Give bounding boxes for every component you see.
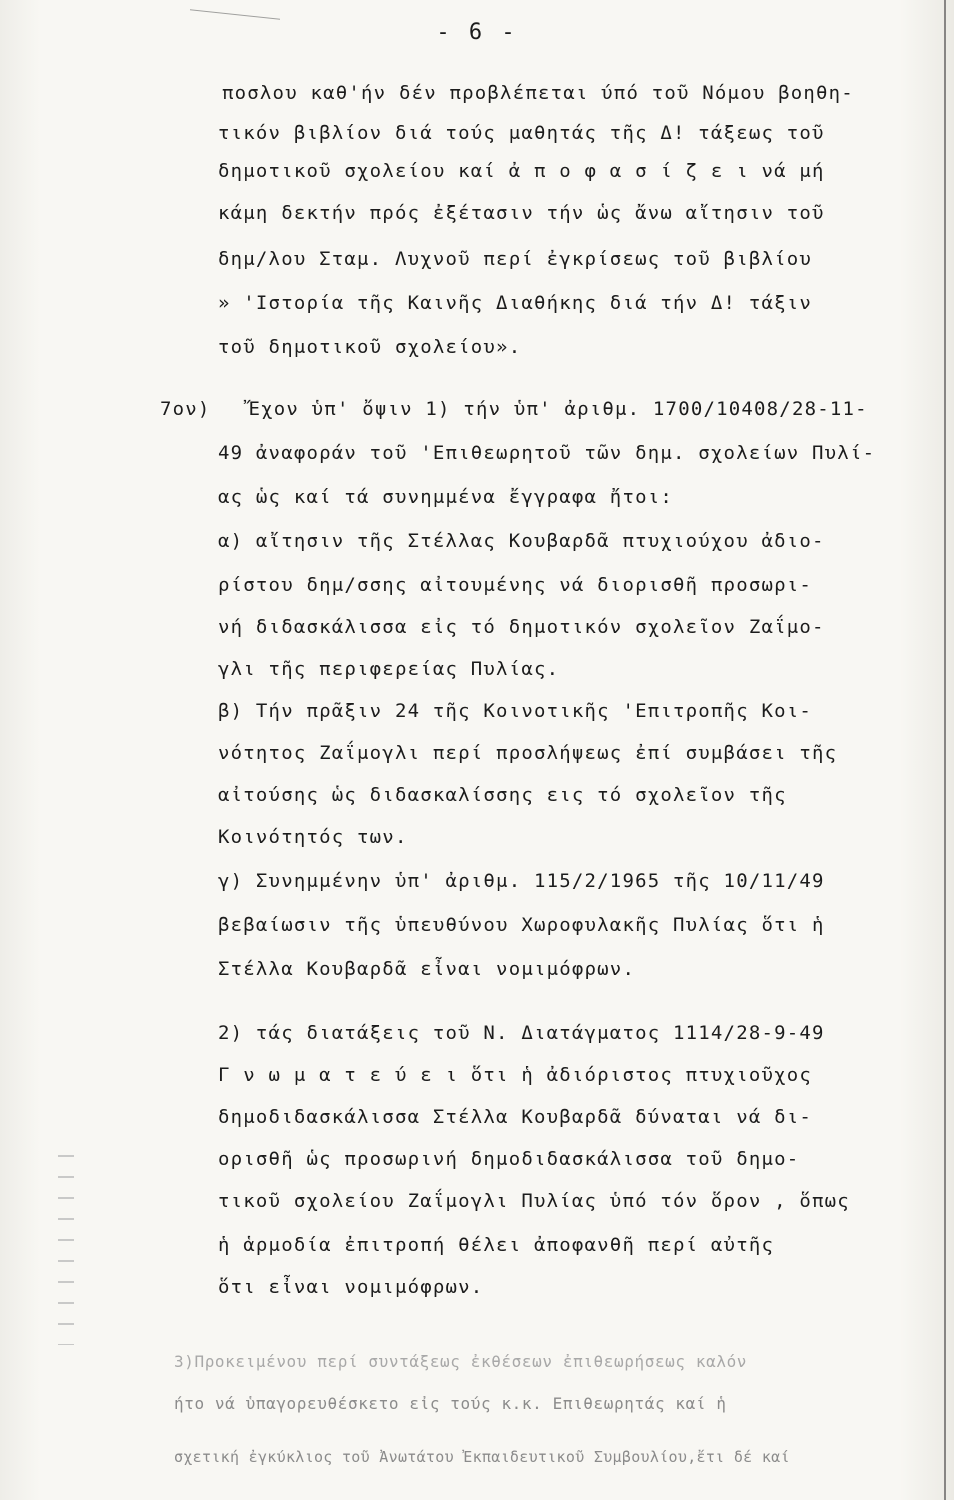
text-line: 49 ἀναφοράν τοῦ 'Επιθεωρητοῦ τῶν δημ. σχολείων Πυλί- [218,442,876,464]
text-line: ας ὡς καί τά συνημμένα ἔγγραφα ἤτοι: [218,486,674,508]
text-line: 2) τάς διατάξεις τοῦ Ν. Διατάγματος 1114/28-9-49 [218,1022,825,1044]
page-number: - 6 - [436,20,518,45]
text-line: κάμη δεκτήν πρός ἐξέτασιν τήν ὡς ἄνω αἴτησιν τοῦ [218,202,825,224]
text-line: δημ/λου Σταμ. Λυχνοῦ περί ἐγκρίσεως τοῦ βιβλίου [218,248,813,270]
faded-text-line: 3)Προκειμένου περί συντάξεως ἐκθέσεων ἐπιθεωρήσεως καλόν [174,1352,748,1371]
text-line: ὅτι εἶναι νομιμόφρων. [218,1276,484,1298]
text-line: 7ον) Ἔχον ὑπ' ὄψιν 1) τήν ὑπ' ἀριθμ. 1700/10408/28-11- [160,398,868,420]
margin-ruler-marks [58,1155,74,1345]
scan-mark [190,0,280,20]
page-edge-line [944,0,946,1500]
text-line: γλι τῆς περιφερείας Πυλίας. [218,658,560,680]
text-line: τοῦ δημοτικοῦ σχολείου». [218,336,522,358]
text-line: βεβαίωσιν τῆς ὑπευθύνου Χωροφυλακῆς Πυλίας ὅτι ἡ [218,914,825,936]
text-line: γ) Συνημμένην ὑπ' ἀριθμ. 115/2/1965 τῆς 10/11/49 [218,870,825,892]
text-line: Γ ν ω μ α τ ε ύ ε ι ὅτι ἡ ἀδιόριστος πτυχιοῦχος [218,1064,813,1086]
text-line: δημοτικοῦ σχολείου καί ἀ π ο φ α σ ί ζ ε ι νά μή [218,160,825,182]
text-line: αἰτούσης ὡς διδασκαλίσσης εις τό σχολεῖον τῆς [218,784,787,806]
text-line: Κοινότητός των. [218,826,408,848]
text-line: ορισθῆ ὡς προσωρινή δημοδιδασκάλισσα τοῦ δημο- [218,1148,800,1170]
text-line: ἡ ἁρμοδία ἐπιτροπή θέλει ἀποφανθῆ περί αὐτῆς [218,1234,775,1256]
text-line: τικοῦ σχολείου Ζαΐμογλι Πυλίας ὑπό τόν ὅρον , ὅπως [218,1190,850,1212]
text-line: α) αἴτησιν τῆς Στέλλας Κουβαρδᾶ πτυχιούχου ἀδιο- [218,530,825,552]
text-line: νότητος Ζαΐμογλι περί προσλήψεως ἐπί συμβάσει τῆς [218,742,838,764]
faded-text-line: ήτο νά ὑπαγορευθέσκετο εἰς τούς κ.κ. Επιθεωρητάς καί ἡ [174,1394,727,1413]
text-line: Στέλλα Κουβαρδᾶ εἶναι νομιμόφρων. [218,958,636,980]
text-line: τικόν βιβλίον διά τούς μαθητάς τῆς Δ! τάξεως τοῦ [218,122,825,144]
text-line: νή διδασκάλισσα εἰς τό δημοτικόν σχολεῖον Ζαΐμο- [218,616,825,638]
text-line: » 'Ιστορία τῆς Καινῆς Διαθήκης διά τήν Δ! τάξιν [218,292,813,314]
text-line: β) Τήν πρᾶξιν 24 τῆς Κοινοτικῆς 'Επιτροπῆς Κοι- [218,700,813,722]
text-line: δημοδιδασκάλισσα Στέλλα Κουβαρδᾶ δύναται νά δι- [218,1106,813,1128]
faded-text-line: σχετική ἐγκύκλιος τοῦ Ἀνωτάτου Ἐκπαιδευτικοῦ Συμβουλίου,ἔτι δέ καί [174,1448,790,1466]
text-line: ποσλου καθ'ήν δέν προβλέπεται ύπό τοῦ Νόμου βοηθη- [222,82,854,104]
text-line: ρίστου δημ/σσης αἰτουμένης νά διορισθῆ προσωρι- [218,574,813,596]
